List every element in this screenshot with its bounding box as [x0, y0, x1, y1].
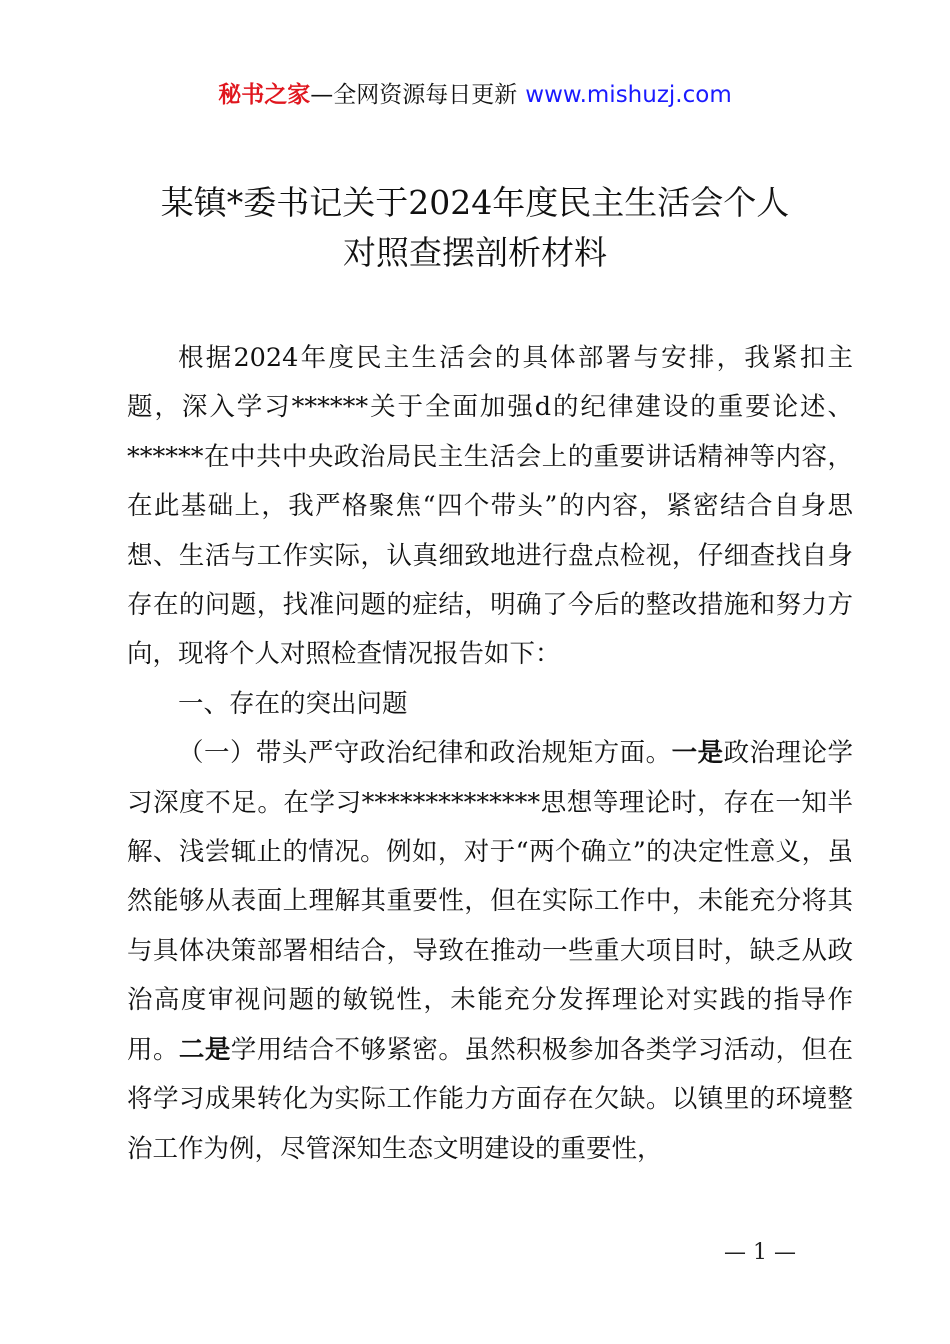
point-one-text: 政治理论学习深度不足。在学习**************思想等理论时，存在一知半解、浅尝辄止的情况。例如，对于“两个确立”的决定性意义，虽然能够从表面上理解其重要性，但在实际工作中，未能充分将其与具体决策部署相结合，导致在推动一些重大项目时，缺乏从政治高度审视问题的敏锐性，未能充分发挥理论对实践的指导作用。: [127, 738, 853, 1065]
banner-tagline: —全网资源每日更新: [310, 82, 518, 108]
section-heading: 一、存在的突出问题: [178, 688, 408, 719]
political-discipline-paragraph: [127, 729, 853, 1174]
subsection-heading: （一）带头严守政治纪律和政治规矩方面。: [178, 738, 672, 769]
point-two-text: 学用结合不够紧密。虽然积极参加各类学习活动，但在将学习成果转化为实际工作能力方面存在欠缺。以镇里的环境整治工作为例，尽管深知生态文明建设的重要性，: [127, 1034, 853, 1164]
title-line-1: 某镇*委书记关于2024年度民主生活会个人: [160, 183, 790, 222]
intro-paragraph: 根据2024年度民主生活会的具体部署与安排，我紧扣主题，深入学习******关于全面加强d的纪律建设的重要论述、******在中共中央政治局民主生活会上的重要讲话精神等内容，在此基础上，我严格聚焦“四个带头”的内容，紧密结合自身思想、生活与工作实际，认真细致地进行盘点检视，仔细查找自身存在的问题，找准问题的症结，明确了今后的整改措施和努力方向，现将个人对照检查情况报告如下：: [127, 343, 853, 670]
site-url-link[interactable]: www.mishuzj.com: [525, 82, 732, 108]
page-number: — 1 —: [724, 1240, 796, 1265]
document-title: [95, 178, 855, 278]
site-banner: [0, 80, 950, 110]
title-line-2: 对照查摆剖析材料: [343, 233, 607, 272]
document-body: [127, 334, 853, 1174]
point-one-lead: 一是: [671, 738, 724, 769]
brand-name: 秘书之家: [218, 82, 311, 108]
point-two-lead: 二是: [178, 1034, 231, 1065]
